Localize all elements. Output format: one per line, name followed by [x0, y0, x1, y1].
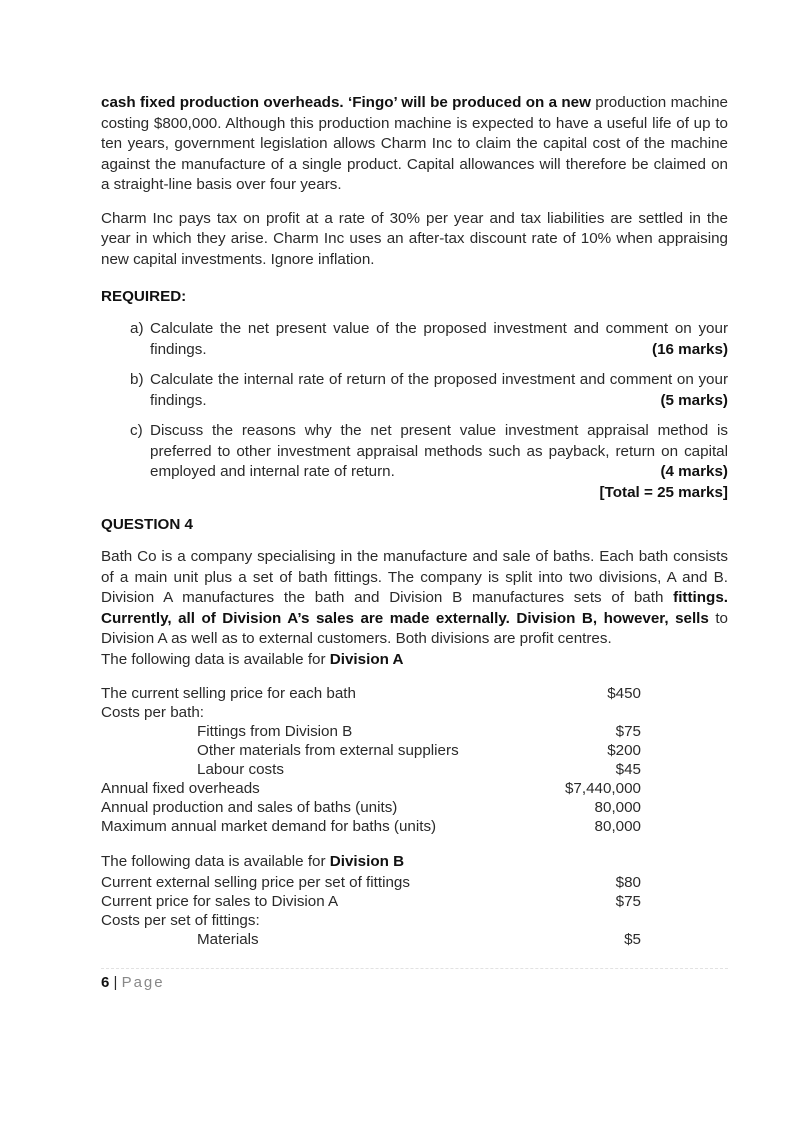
row-label: Annual production and sales of baths (units) [101, 799, 398, 816]
footer-rule [101, 968, 728, 969]
text: The following data is available for [101, 650, 330, 668]
bold-text: Division B [329, 853, 405, 870]
row-value: $5 [624, 930, 641, 948]
row-value [546, 703, 641, 722]
text: The following data is available for [101, 853, 330, 870]
row-label: Materials [197, 930, 259, 948]
row-label: Other materials from external suppliers [197, 742, 459, 759]
row-label: Annual fixed overheads [101, 780, 260, 797]
bold-text: Division A [329, 650, 404, 668]
item-body [150, 319, 728, 360]
required-item [130, 421, 728, 483]
total-marks: [Total = 25 marks] [599, 483, 728, 501]
row-value: $7,440,000 [564, 780, 641, 797]
row-value: $80 [615, 873, 641, 891]
item-body [150, 370, 728, 411]
row-value: $45 [615, 761, 641, 778]
table-row [101, 760, 641, 779]
page-number: 6 [101, 974, 110, 991]
paragraph-tax: Charm Inc pays tax on profit at a rate of 30% per year and tax liabilities are settled in the year in which they arise. Charm Inc uses an after-tax discount rate of 10% when appraising new capital investments. Ignore inflation. [101, 209, 728, 268]
row-value: $200 [607, 742, 641, 759]
row-value: 80,000 [594, 818, 641, 835]
table-row [101, 798, 641, 817]
item-letter: b) [130, 371, 144, 388]
item-body [150, 421, 728, 483]
table-row [101, 930, 641, 949]
text: production machine costing $800,000. Although this production machine is expected to have a useful life of up to ten years, government legislation allows Charm Inc to claim the capital cost of the machine against the manufacture of a single product. Capital allowances will therefore be claimed on a straight-line basis over four years. [101, 94, 728, 193]
item-text: Calculate the internal rate of return of the proposed investment and comment on your findings. [150, 371, 728, 409]
table-row [101, 722, 641, 741]
table-row [101, 703, 641, 722]
required-item [130, 319, 728, 360]
division-b-table [101, 873, 641, 949]
row-label: Current price for sales to Division A [101, 892, 339, 910]
required-item [130, 370, 728, 411]
item-marks: (5 marks) [660, 391, 728, 409]
paragraph-machine [101, 93, 728, 196]
required-list [101, 319, 728, 483]
table-row [101, 911, 641, 930]
row-label: Current external selling price per set of fittings [101, 873, 410, 891]
item-marks: (16 marks) [652, 340, 728, 358]
item-text: Discuss the reasons why the net present value investment appraisal method is preferred to other investment appraisal methods such as payback, return on capital employed and internal rate of return. [150, 422, 728, 480]
table-row [101, 741, 641, 760]
row-label: The current selling price for each bath [101, 685, 356, 702]
text: to Division A as well as to external customers. Both divisions are profit centres. [101, 609, 729, 647]
table-row [101, 873, 641, 892]
row-label: Costs per bath: [101, 704, 204, 721]
row-label: Fittings from Division B [197, 723, 353, 740]
row-label: Maximum annual market demand for baths (units) [101, 818, 437, 835]
separator: | [109, 974, 122, 991]
row-label: Labour costs [197, 761, 284, 778]
row-value [600, 911, 641, 930]
question-4-heading: QUESTION 4 [101, 516, 193, 533]
document-body [101, 93, 728, 949]
item-letter: c) [130, 422, 143, 439]
page-footer [101, 974, 165, 992]
table-row [101, 892, 641, 911]
division-a-intro [101, 650, 728, 671]
row-value: $450 [607, 685, 641, 702]
row-value: $75 [615, 892, 641, 910]
row-label: Costs per set of fittings: [101, 911, 260, 929]
bold-text: cash fixed production overheads. ‘Fingo’ will be produced on a new [101, 94, 591, 111]
row-value: 80,000 [594, 799, 641, 816]
table-row [101, 779, 641, 798]
division-a-table [101, 684, 641, 836]
bold-text: fittings. Currently, all of Division A’s sales are made externally. Division B, however, sells [101, 589, 728, 627]
table-row [101, 817, 641, 836]
page-word: Page [121, 974, 165, 991]
item-letter: a) [130, 320, 144, 337]
text: Bath Co is a company specialising in the manufacture and sale of baths. Each bath consists of a main unit plus a set of bath fittings. The company is split into two divisions, A and B. Division A manufactures the bath and Division B manufactures sets of bath [101, 548, 728, 606]
division-b-intro [101, 852, 728, 873]
item-marks: (4 marks) [660, 463, 728, 480]
table-row [101, 684, 641, 703]
required-heading: REQUIRED: [101, 288, 187, 305]
paragraph-bath-co [101, 547, 728, 650]
item-text: Calculate the net present value of the proposed investment and comment on your findings. [150, 320, 728, 358]
row-value: $75 [615, 723, 641, 740]
